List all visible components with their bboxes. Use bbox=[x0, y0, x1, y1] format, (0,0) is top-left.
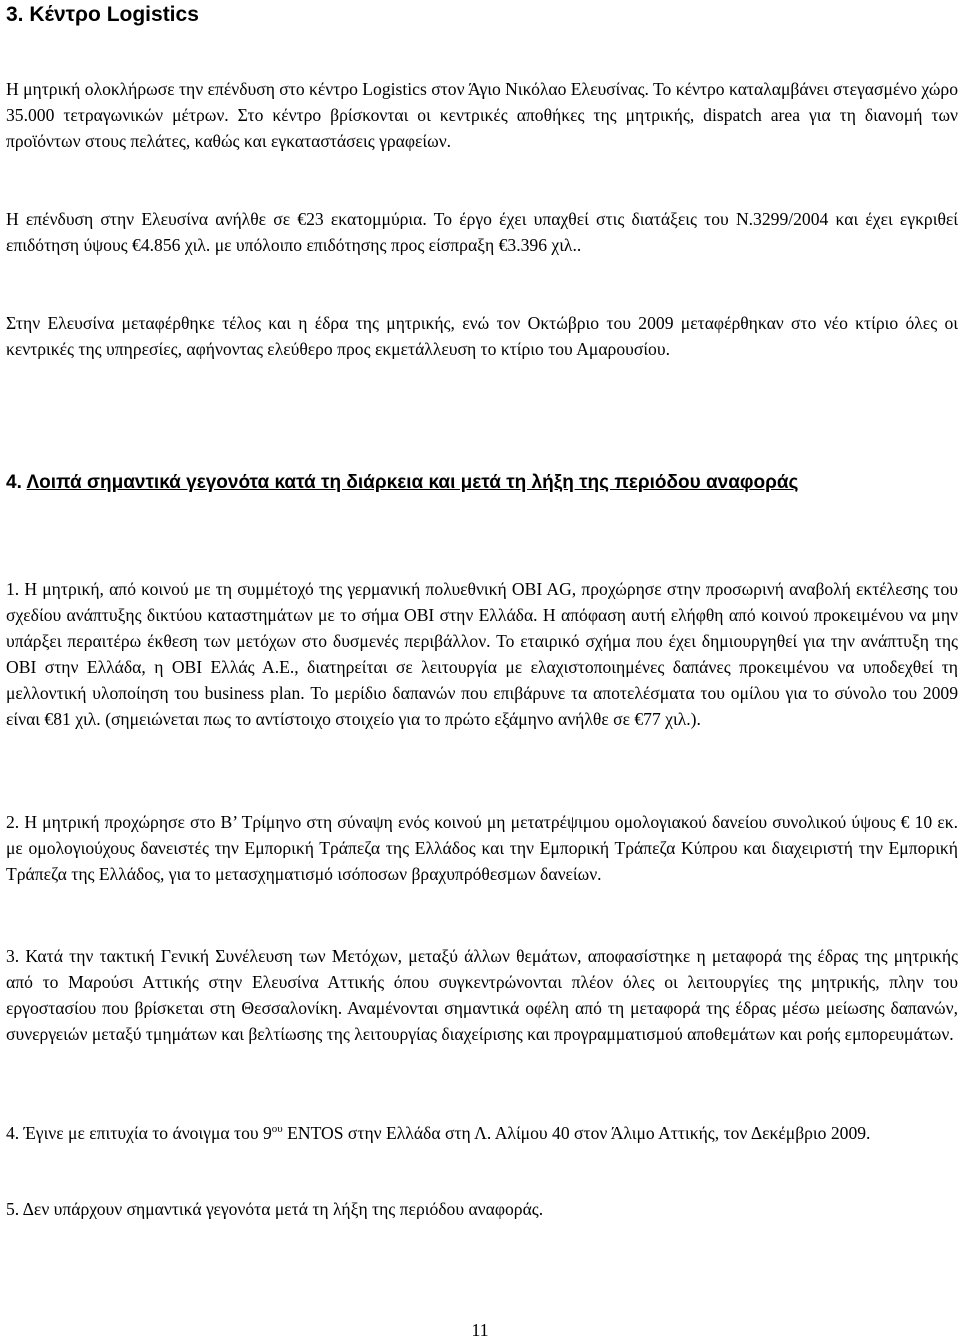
section-4-number: 4. bbox=[6, 472, 22, 493]
section-4-item-3: 3. Κατά την τακτική Γενική Συνέλευση των Μετόχων, μεταξύ άλλων θεμάτων, αποφασίστηκε η μεταφορά της έδρας της μητρικής από το Μαρούσι Αττικής στην Ελευσίνα Αττικής όπου συγκεντρώνονται πλέον όλες οι λειτουργίες της μητρικής, πλην του εργοστασίου που βρίσκεται στη Θεσσαλονίκη. Αναμένονται σημαντικά οφέλη από τη μεταφορά της έδρας μέσω μείωσης δαπανών, συνεργειών μεταξύ τμημάτων και βελτίωσης της λειτουργίας διαχείρισης και προγραμματισμού αποθεμάτων και ροής εμπορευμάτων. bbox=[6, 946, 958, 1044]
section-4-item-4 bbox=[6, 1120, 958, 1146]
section-3-paragraph-2: Η επένδυση στην Ελευσίνα ανήλθε σε €23 εκατομμύρια. Το έργο έχει υπαχθεί στις διατάξεις του Ν.3299/2004 και έχει εγκριθεί επιδότηση ύψους €4.856 χιλ. με υπόλοιπο επιδότησης προς είσπραξη €3.396 χιλ.. bbox=[6, 209, 958, 255]
item-4-text-start: 4. Έγινε με επιτυχία το άνοιγμα του 9 bbox=[6, 1123, 272, 1143]
section-3-paragraph-3: Στην Ελευσίνα μεταφέρθηκε τέλος και η έδρα της μητρικής, ενώ τον Οκτώβριο του 2009 μεταφέρθηκαν στο νέο κτίριο όλες οι κεντρικές της υπηρεσίες, αφήνοντας ελεύθερο προς εκμετάλλευση το κτίριο του Αμαρουσίου. bbox=[6, 313, 958, 359]
section-4-item-5: 5. Δεν υπάρχουν σημαντικά γεγονότα μετά τη λήξη της περιόδου αναφοράς. bbox=[6, 1199, 544, 1219]
item-4-superscript: ου bbox=[271, 1123, 283, 1136]
section-4-title: Λοιπά σημαντικά γεγονότα κατά τη διάρκεια και μετά τη λήξη της περιόδου αναφοράς bbox=[26, 472, 799, 493]
section-3-paragraph-1: Η μητρική ολοκλήρωσε την επένδυση στο κέντρο Logistics στον Άγιο Νικόλαο Ελευσίνας. Το κέντρο καταλαμβάνει στεγασμένο χώρο 35.000 τετραγωνικών μέτρων. Στο κέντρο βρίσκονται οι κεντρικές αποθήκες της μητρικής, dispatch area για τη διανομή των προϊόντων στους πελάτες, καθώς και εγκαταστάσεις γραφείων. bbox=[6, 79, 959, 151]
section-4-item-2: 2. Η μητρική προχώρησε στο Β’ Τρίμηνο στη σύναψη ενός κοινού μη μετατρέψιμου ομολογιακού δανείου συνολικού ύψους € 10 εκ. με ομολογιούχους δανειστές την Εμπορική Τράπεζα της Ελλάδος και την Εμπορική Τράπεζα Κύπρου και διαχειριστή την Εμπορική Τράπεζα της Ελλάδος, για το μετασχηματισμό ισόποσων βραχυπρόθεσμων δανείων. bbox=[6, 812, 958, 884]
page-number: 11 bbox=[471, 1320, 489, 1340]
section-4-item-1: 1. Η μητρική, από κοινού με τη συμμέτοχό της γερμανική πολυεθνική OBI AG, προχώρησε στην προσωρινή αναβολή εκτέλεσης του σχεδίου ανάπτυξης δικτύου καταστημάτων με το σήμα OBI στην Ελλάδα. Η απόφαση αυτή ελήφθη από κοινού προκειμένου να μην υπάρξει περαιτέρω έκθεση των μετόχων στο δυσμενές περιβάλλον. Το εταιρικό σχήμα που έχει δημιουργηθεί για την ανάπτυξη της OBI στην Ελλάδα, η OBI Ελλάς Α.Ε., διατηρείται σε λειτουργία με ελαχιστοποιημένες δαπάνες προκειμένου να υποδεχθεί τη μελλοντική υλοποίηση του business plan. Το μερίδιο δαπανών που επιβάρυνε τα αποτελέσματα του ομίλου για το σύνολο του 2009 είναι €81 χιλ. (σημειώνεται πως το αντίστοιχο στοιχείο για το πρώτο εξάμηνο ανήλθε σε €77 χιλ.). bbox=[6, 579, 958, 729]
section-4-heading bbox=[6, 468, 958, 497]
item-4-text-end: ENTOS στην Ελλάδα στη Λ. Αλίμου 40 στον Άλιμο Αττικής, τον Δεκέμβριο 2009. bbox=[282, 1123, 871, 1143]
section-3-heading: 3. Κέντρο Logistics bbox=[6, 3, 199, 26]
